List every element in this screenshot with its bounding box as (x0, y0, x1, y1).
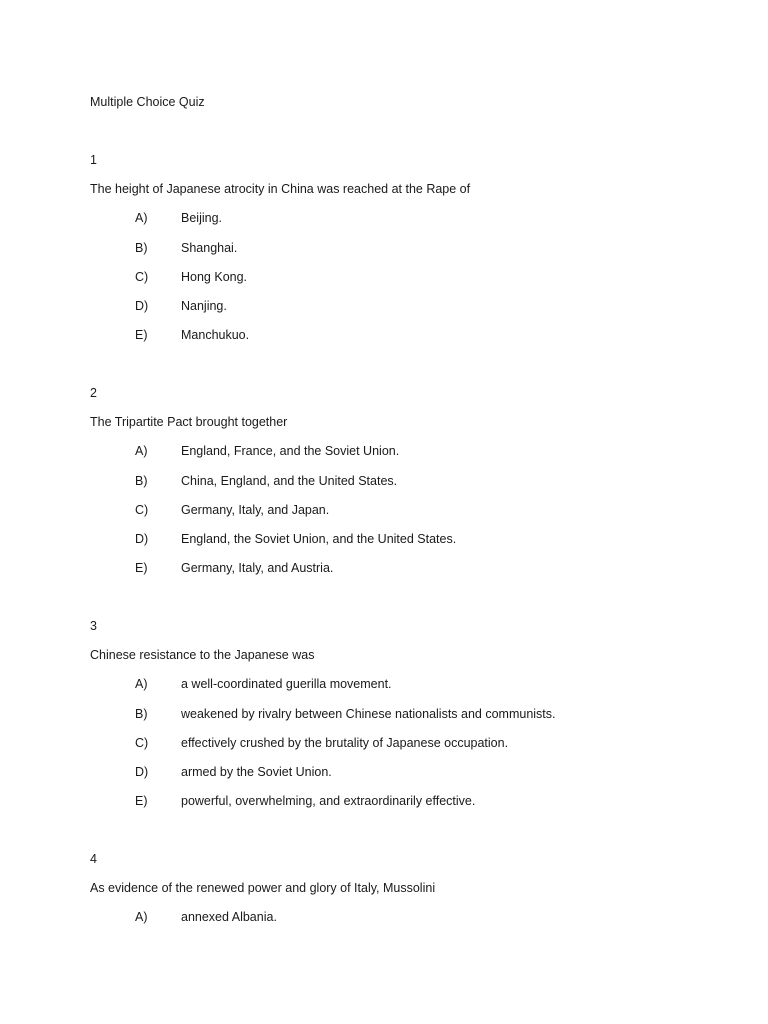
option-letter: A) (135, 211, 148, 225)
option-text: Shanghai. (181, 241, 238, 255)
option-text: Manchukuo. (181, 328, 250, 342)
question-stem: As evidence of the renewed power and glory of Italy, Mussolini (90, 881, 436, 895)
quiz-title: Multiple Choice Quiz (90, 95, 205, 109)
option-letter: B) (135, 707, 148, 721)
option-letter: E) (135, 328, 148, 342)
question-stem: The Tripartite Pact brought together (90, 415, 288, 429)
option-letter: E) (135, 794, 148, 808)
option-text: Beijing. (181, 211, 222, 225)
option-text: annexed Albania. (181, 910, 277, 924)
question-stem: Chinese resistance to the Japanese was (90, 648, 315, 662)
option-text: England, France, and the Soviet Union. (181, 444, 400, 458)
option-text: effectively crushed by the brutality of Japanese occupation. (181, 736, 509, 750)
question-number: 1 (90, 153, 97, 167)
option-letter: C) (135, 503, 149, 517)
question-number: 2 (90, 386, 97, 400)
option-letter: C) (135, 736, 149, 750)
option-text: Nanjing. (181, 299, 227, 313)
option-text: powerful, overwhelming, and extraordinarily effective. (181, 794, 476, 808)
option-letter: E) (135, 561, 148, 575)
option-text: Germany, Italy, and Japan. (181, 503, 330, 517)
option-letter: A) (135, 910, 148, 924)
option-letter: D) (135, 299, 149, 313)
option-letter: D) (135, 765, 149, 779)
option-letter: A) (135, 677, 148, 691)
option-letter: A) (135, 444, 148, 458)
option-letter: D) (135, 532, 149, 546)
option-text: Germany, Italy, and Austria. (181, 561, 334, 575)
question-number: 3 (90, 619, 97, 633)
question-number: 4 (90, 852, 97, 866)
option-text: weakened by rivalry between Chinese nationalists and communists. (181, 707, 556, 721)
option-text: China, England, and the United States. (181, 474, 398, 488)
option-letter: B) (135, 241, 148, 255)
option-text: armed by the Soviet Union. (181, 765, 332, 779)
question-stem: The height of Japanese atrocity in China was reached at the Rape of (90, 182, 471, 196)
option-letter: B) (135, 474, 148, 488)
option-text: Hong Kong. (181, 270, 248, 284)
option-letter: C) (135, 270, 149, 284)
option-text: a well-coordinated guerilla movement. (181, 677, 392, 691)
option-text: England, the Soviet Union, and the United States. (181, 532, 457, 546)
